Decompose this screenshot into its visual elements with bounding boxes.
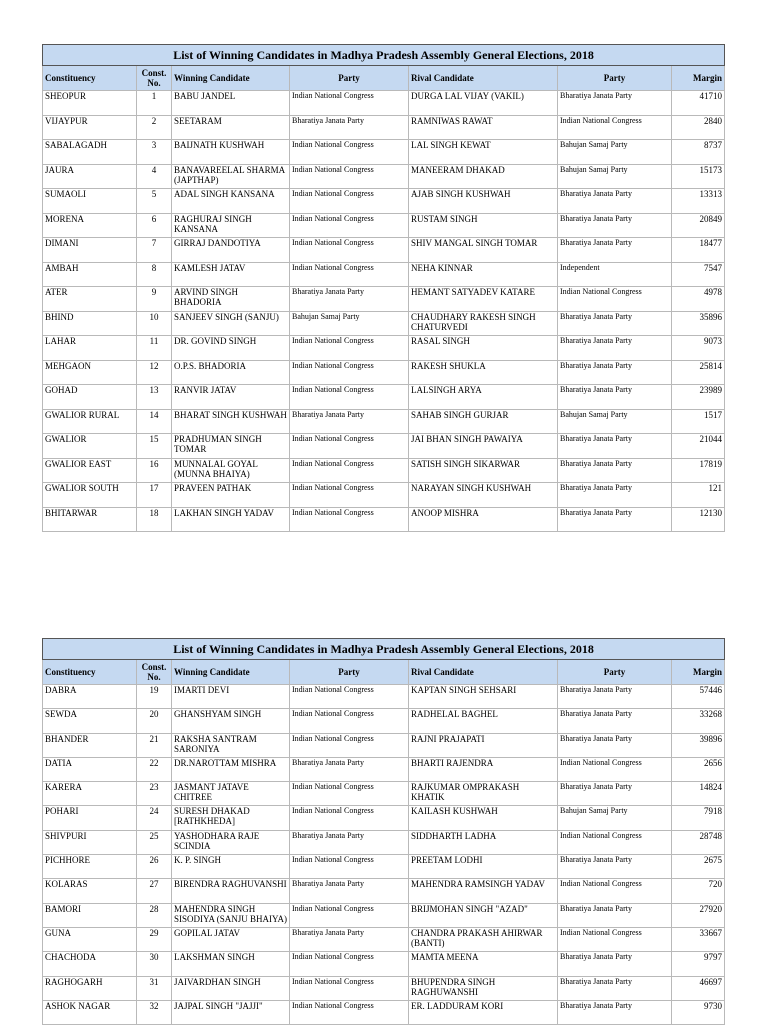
cell-const-no: 13 [137, 385, 172, 410]
cell-party: Bharatiya Janata Party [290, 287, 409, 312]
cell-margin: 9073 [672, 336, 725, 361]
cell-constituency: BAMORI [43, 903, 137, 927]
cell-party: Bharatiya Janata Party [290, 879, 409, 903]
cell-party: Indian National Congress [290, 483, 409, 508]
cell-constituency: RAGHOGARH [43, 976, 137, 1000]
cell-winning-candidate: JAIVARDHAN SINGH [172, 976, 290, 1000]
cell-constituency: BHIND [43, 311, 137, 336]
cell-constituency: MEHGAON [43, 360, 137, 385]
cell-winning-candidate: BIRENDRA RAGHUVANSHI [172, 879, 290, 903]
table-row [43, 903, 725, 927]
header-const-no: Const. No. [137, 660, 172, 685]
cell-rival-candidate: NEHA KINNAR [409, 262, 558, 287]
cell-const-no: 32 [137, 1000, 172, 1024]
cell-rival-candidate: PREETAM LODHI [409, 855, 558, 879]
cell-const-no: 26 [137, 855, 172, 879]
table-title: List of Winning Candidates in Madhya Pradesh Assembly General Elections, 2018 [43, 639, 725, 660]
cell-rival-candidate: RAJKUMAR OMPRAKASH KHATIK [409, 782, 558, 806]
cell-const-no: 25 [137, 830, 172, 854]
cell-const-no: 29 [137, 927, 172, 951]
header-constituency: Constituency [43, 660, 137, 685]
cell-const-no: 10 [137, 311, 172, 336]
cell-rival-candidate: CHANDRA PRAKASH AHIRWAR (BANTI) [409, 927, 558, 951]
cell-margin: 21044 [672, 434, 725, 459]
table-row [43, 434, 725, 459]
cell-const-no: 19 [137, 685, 172, 709]
cell-winning-candidate: SEETARAM [172, 115, 290, 140]
cell-margin: 27920 [672, 903, 725, 927]
cell-margin: 8737 [672, 140, 725, 165]
header-margin: Margin [672, 660, 725, 685]
cell-rival-candidate: CHAUDHARY RAKESH SINGH CHATURVEDI [409, 311, 558, 336]
cell-rival-candidate: RAMNIWAS RAWAT [409, 115, 558, 140]
cell-party: Bharatiya Janata Party [290, 830, 409, 854]
cell-winning-candidate: JAJPAL SINGH "JAJJI" [172, 1000, 290, 1024]
cell-constituency: GOHAD [43, 385, 137, 410]
cell-constituency: SABALAGADH [43, 140, 137, 165]
cell-rival-party: Bharatiya Janata Party [558, 336, 672, 361]
cell-winning-candidate: ARVIND SINGH BHADORIA [172, 287, 290, 312]
header-winning-candidate: Winning Candidate [172, 660, 290, 685]
cell-winning-candidate: RAGHURAJ SINGH KANSANA [172, 213, 290, 238]
cell-winning-candidate: RAKSHA SANTRAM SARONIYA [172, 733, 290, 757]
cell-margin: 9797 [672, 952, 725, 976]
cell-margin: 2840 [672, 115, 725, 140]
cell-rival-party: Bharatiya Janata Party [558, 483, 672, 508]
cell-rival-candidate: DURGA LAL VIJAY (VAKIL) [409, 91, 558, 116]
table-row [43, 830, 725, 854]
cell-rival-candidate: SATISH SINGH SIKARWAR [409, 458, 558, 483]
cell-rival-party: Bahujan Samaj Party [558, 164, 672, 189]
cell-rival-candidate: RUSTAM SINGH [409, 213, 558, 238]
cell-const-no: 12 [137, 360, 172, 385]
cell-party: Indian National Congress [290, 733, 409, 757]
cell-rival-party: Independent [558, 262, 672, 287]
table-row [43, 360, 725, 385]
cell-party: Indian National Congress [290, 507, 409, 532]
cell-margin: 46697 [672, 976, 725, 1000]
cell-constituency: MORENA [43, 213, 137, 238]
cell-const-no: 8 [137, 262, 172, 287]
cell-constituency: SUMAOLI [43, 189, 137, 214]
cell-constituency: ATER [43, 287, 137, 312]
cell-rival-candidate: HEMANT SATYADEV KATARE [409, 287, 558, 312]
table-row [43, 806, 725, 830]
cell-rival-party: Bharatiya Janata Party [558, 903, 672, 927]
cell-party: Indian National Congress [290, 952, 409, 976]
cell-rival-party: Indian National Congress [558, 927, 672, 951]
cell-rival-party: Bharatiya Janata Party [558, 709, 672, 733]
cell-winning-candidate: PRADHUMAN SINGH TOMAR [172, 434, 290, 459]
cell-rival-party: Bharatiya Janata Party [558, 311, 672, 336]
cell-const-no: 14 [137, 409, 172, 434]
cell-winning-candidate: GHANSHYAM SINGH [172, 709, 290, 733]
table-row [43, 409, 725, 434]
cell-constituency: DIMANI [43, 238, 137, 263]
cell-rival-candidate: NARAYAN SINGH KUSHWAH [409, 483, 558, 508]
cell-rival-candidate: MAHENDRA RAMSINGH YADAV [409, 879, 558, 903]
table-row [43, 927, 725, 951]
cell-rival-party: Bharatiya Janata Party [558, 189, 672, 214]
cell-rival-party: Indian National Congress [558, 757, 672, 781]
table-row [43, 164, 725, 189]
table-row [43, 685, 725, 709]
cell-party: Indian National Congress [290, 1000, 409, 1024]
cell-winning-candidate: LAKSHMAN SINGH [172, 952, 290, 976]
cell-margin: 1517 [672, 409, 725, 434]
cell-margin: 9730 [672, 1000, 725, 1024]
cell-party: Indian National Congress [290, 976, 409, 1000]
cell-party: Bharatiya Janata Party [290, 927, 409, 951]
cell-const-no: 20 [137, 709, 172, 733]
table-row [43, 311, 725, 336]
cell-const-no: 6 [137, 213, 172, 238]
table-row [43, 238, 725, 263]
header-winning-candidate: Winning Candidate [172, 66, 290, 91]
cell-constituency: GWALIOR [43, 434, 137, 459]
cell-margin: 20849 [672, 213, 725, 238]
cell-const-no: 5 [137, 189, 172, 214]
cell-constituency: JAURA [43, 164, 137, 189]
table-row [43, 757, 725, 781]
cell-const-no: 2 [137, 115, 172, 140]
cell-party: Indian National Congress [290, 903, 409, 927]
cell-rival-candidate: RADHELAL BAGHEL [409, 709, 558, 733]
cell-margin: 35896 [672, 311, 725, 336]
table-row [43, 879, 725, 903]
cell-rival-party: Bharatiya Janata Party [558, 782, 672, 806]
cell-margin: 12130 [672, 507, 725, 532]
cell-const-no: 28 [137, 903, 172, 927]
cell-party: Indian National Congress [290, 434, 409, 459]
cell-winning-candidate: DR. GOVIND SINGH [172, 336, 290, 361]
cell-rival-party: Bharatiya Janata Party [558, 458, 672, 483]
cell-const-no: 17 [137, 483, 172, 508]
cell-winning-candidate: SURESH DHAKAD [RATHKHEDA] [172, 806, 290, 830]
cell-rival-party: Indian National Congress [558, 287, 672, 312]
table-row [43, 976, 725, 1000]
cell-margin: 14824 [672, 782, 725, 806]
cell-party: Indian National Congress [290, 806, 409, 830]
cell-party: Indian National Congress [290, 458, 409, 483]
cell-margin: 13313 [672, 189, 725, 214]
table-row [43, 336, 725, 361]
table-row [43, 140, 725, 165]
cell-party: Indian National Congress [290, 164, 409, 189]
cell-party: Indian National Congress [290, 140, 409, 165]
cell-rival-party: Indian National Congress [558, 115, 672, 140]
cell-margin: 7547 [672, 262, 725, 287]
cell-constituency: ASHOK NAGAR [43, 1000, 137, 1024]
cell-party: Indian National Congress [290, 238, 409, 263]
cell-rival-party: Bharatiya Janata Party [558, 434, 672, 459]
cell-const-no: 30 [137, 952, 172, 976]
table-row [43, 483, 725, 508]
cell-rival-candidate: RAJNI PRAJAPATI [409, 733, 558, 757]
header-rival-party: Party [558, 660, 672, 685]
header-const-no: Const. No. [137, 66, 172, 91]
cell-rival-candidate: SHIV MANGAL SINGH TOMAR [409, 238, 558, 263]
cell-const-no: 15 [137, 434, 172, 459]
cell-constituency: BHANDER [43, 733, 137, 757]
cell-rival-party: Bharatiya Janata Party [558, 360, 672, 385]
table-row [43, 213, 725, 238]
cell-constituency: GWALIOR EAST [43, 458, 137, 483]
cell-const-no: 22 [137, 757, 172, 781]
cell-winning-candidate: BABU JANDEL [172, 91, 290, 116]
cell-rival-party: Bharatiya Janata Party [558, 507, 672, 532]
cell-rival-candidate: BHARTI RAJENDRA [409, 757, 558, 781]
cell-const-no: 4 [137, 164, 172, 189]
cell-rival-candidate: LAL SINGH KEWAT [409, 140, 558, 165]
cell-rival-party: Bahujan Samaj Party [558, 806, 672, 830]
cell-rival-candidate: BRIJMOHAN SINGH "AZAD" [409, 903, 558, 927]
cell-rival-party: Bharatiya Janata Party [558, 733, 672, 757]
cell-rival-party: Indian National Congress [558, 830, 672, 854]
cell-winning-candidate: ADAL SINGH KANSANA [172, 189, 290, 214]
table-row [43, 952, 725, 976]
cell-winning-candidate: BANAVAREELAL SHARMA (JAPTHAP) [172, 164, 290, 189]
table-row [43, 189, 725, 214]
cell-margin: 2675 [672, 855, 725, 879]
cell-winning-candidate: MAHENDRA SINGH SISODIYA (SANJU BHAIYA) [172, 903, 290, 927]
cell-constituency: CHACHODA [43, 952, 137, 976]
cell-const-no: 3 [137, 140, 172, 165]
cell-rival-candidate: KAPTAN SINGH SEHSARI [409, 685, 558, 709]
cell-winning-candidate: YASHODHARA RAJE SCINDIA [172, 830, 290, 854]
cell-rival-party: Bharatiya Janata Party [558, 855, 672, 879]
cell-rival-candidate: KAILASH KUSHWAH [409, 806, 558, 830]
cell-winning-candidate: BAIJNATH KUSHWAH [172, 140, 290, 165]
header-rival-candidate: Rival Candidate [409, 66, 558, 91]
cell-margin: 25814 [672, 360, 725, 385]
cell-rival-party: Bharatiya Janata Party [558, 385, 672, 410]
cell-margin: 28748 [672, 830, 725, 854]
cell-rival-candidate: RASAL SINGH [409, 336, 558, 361]
cell-party: Indian National Congress [290, 336, 409, 361]
cell-party: Indian National Congress [290, 360, 409, 385]
cell-margin: 33268 [672, 709, 725, 733]
cell-rival-candidate: MANEERAM DHAKAD [409, 164, 558, 189]
cell-margin: 23989 [672, 385, 725, 410]
cell-rival-party: Indian National Congress [558, 879, 672, 903]
cell-rival-candidate: JAI BHAN SINGH PAWAIYA [409, 434, 558, 459]
cell-winning-candidate: IMARTI DEVI [172, 685, 290, 709]
cell-rival-candidate: AJAB SINGH KUSHWAH [409, 189, 558, 214]
cell-constituency: POHARI [43, 806, 137, 830]
cell-rival-candidate: SAHAB SINGH GURJAR [409, 409, 558, 434]
header-margin: Margin [672, 66, 725, 91]
cell-winning-candidate: LAKHAN SINGH YADAV [172, 507, 290, 532]
cell-margin: 121 [672, 483, 725, 508]
cell-constituency: SHEOPUR [43, 91, 137, 116]
cell-rival-candidate: ANOOP MISHRA [409, 507, 558, 532]
cell-party: Indian National Congress [290, 709, 409, 733]
cell-party: Indian National Congress [290, 262, 409, 287]
cell-party: Bahujan Samaj Party [290, 311, 409, 336]
cell-margin: 4978 [672, 287, 725, 312]
table-row [43, 855, 725, 879]
cell-winning-candidate: DR.NAROTTAM MISHRA [172, 757, 290, 781]
cell-const-no: 11 [137, 336, 172, 361]
election-results-table [42, 44, 725, 532]
cell-rival-party: Bharatiya Janata Party [558, 213, 672, 238]
cell-constituency: SHIVPURI [43, 830, 137, 854]
cell-rival-party: Bharatiya Janata Party [558, 1000, 672, 1024]
cell-const-no: 27 [137, 879, 172, 903]
cell-rival-candidate: LALSINGH ARYA [409, 385, 558, 410]
cell-constituency: VIJAYPUR [43, 115, 137, 140]
cell-constituency: KARERA [43, 782, 137, 806]
cell-rival-party: Bharatiya Janata Party [558, 91, 672, 116]
cell-rival-party: Bahujan Samaj Party [558, 140, 672, 165]
cell-party: Indian National Congress [290, 855, 409, 879]
cell-constituency: GWALIOR RURAL [43, 409, 137, 434]
cell-const-no: 31 [137, 976, 172, 1000]
cell-margin: 41710 [672, 91, 725, 116]
cell-const-no: 7 [137, 238, 172, 263]
header-party: Party [290, 66, 409, 91]
cell-winning-candidate: K. P. SINGH [172, 855, 290, 879]
cell-rival-party: Bharatiya Janata Party [558, 238, 672, 263]
election-results-table [42, 638, 725, 1025]
table-row [43, 287, 725, 312]
cell-margin: 720 [672, 879, 725, 903]
cell-winning-candidate: MUNNALAL GOYAL (MUNNA BHAIYA) [172, 458, 290, 483]
cell-margin: 7918 [672, 806, 725, 830]
cell-margin: 17819 [672, 458, 725, 483]
table-row [43, 1000, 725, 1024]
cell-margin: 33667 [672, 927, 725, 951]
cell-constituency: PICHHORE [43, 855, 137, 879]
cell-constituency: BHITARWAR [43, 507, 137, 532]
table-row [43, 507, 725, 532]
cell-margin: 18477 [672, 238, 725, 263]
cell-party: Indian National Congress [290, 782, 409, 806]
cell-const-no: 24 [137, 806, 172, 830]
cell-party: Bharatiya Janata Party [290, 115, 409, 140]
cell-constituency: DATIA [43, 757, 137, 781]
cell-margin: 39896 [672, 733, 725, 757]
cell-winning-candidate: O.P.S. BHADORIA [172, 360, 290, 385]
cell-winning-candidate: PRAVEEN PATHAK [172, 483, 290, 508]
cell-party: Indian National Congress [290, 385, 409, 410]
table-row [43, 385, 725, 410]
cell-rival-party: Bharatiya Janata Party [558, 976, 672, 1000]
table-row [43, 262, 725, 287]
table-row [43, 709, 725, 733]
cell-party: Indian National Congress [290, 189, 409, 214]
cell-winning-candidate: GIRRAJ DANDOTIYA [172, 238, 290, 263]
cell-constituency: SEWDA [43, 709, 137, 733]
cell-winning-candidate: GOPILAL JATAV [172, 927, 290, 951]
cell-rival-party: Bahujan Samaj Party [558, 409, 672, 434]
cell-winning-candidate: SANJEEV SINGH (SANJU) [172, 311, 290, 336]
cell-margin: 57446 [672, 685, 725, 709]
table-row [43, 733, 725, 757]
cell-constituency: KOLARAS [43, 879, 137, 903]
cell-rival-candidate: ER. LADDURAM KORI [409, 1000, 558, 1024]
cell-margin: 15173 [672, 164, 725, 189]
cell-const-no: 16 [137, 458, 172, 483]
cell-constituency: DABRA [43, 685, 137, 709]
header-rival-candidate: Rival Candidate [409, 660, 558, 685]
cell-rival-party: Bharatiya Janata Party [558, 685, 672, 709]
cell-party: Indian National Congress [290, 213, 409, 238]
cell-winning-candidate: JASMANT JATAVE CHITREE [172, 782, 290, 806]
cell-const-no: 1 [137, 91, 172, 116]
cell-constituency: AMBAH [43, 262, 137, 287]
cell-rival-candidate: RAKESH SHUKLA [409, 360, 558, 385]
cell-const-no: 21 [137, 733, 172, 757]
cell-constituency: LAHAR [43, 336, 137, 361]
table-row [43, 91, 725, 116]
cell-constituency: GUNA [43, 927, 137, 951]
cell-constituency: GWALIOR SOUTH [43, 483, 137, 508]
cell-margin: 2656 [672, 757, 725, 781]
cell-winning-candidate: BHARAT SINGH KUSHWAH [172, 409, 290, 434]
cell-rival-candidate: BHUPENDRA SINGH RAGHUWANSHI [409, 976, 558, 1000]
cell-const-no: 9 [137, 287, 172, 312]
cell-const-no: 18 [137, 507, 172, 532]
table-title: List of Winning Candidates in Madhya Pradesh Assembly General Elections, 2018 [43, 45, 725, 66]
cell-party: Bharatiya Janata Party [290, 409, 409, 434]
header-party: Party [290, 660, 409, 685]
cell-winning-candidate: RANVIR JATAV [172, 385, 290, 410]
cell-rival-candidate: MAMTA MEENA [409, 952, 558, 976]
table-row [43, 458, 725, 483]
cell-party: Bharatiya Janata Party [290, 757, 409, 781]
cell-party: Indian National Congress [290, 91, 409, 116]
table-row [43, 115, 725, 140]
cell-const-no: 23 [137, 782, 172, 806]
table-row [43, 782, 725, 806]
cell-party: Indian National Congress [290, 685, 409, 709]
cell-rival-party: Bharatiya Janata Party [558, 952, 672, 976]
header-constituency: Constituency [43, 66, 137, 91]
header-rival-party: Party [558, 66, 672, 91]
cell-winning-candidate: KAMLESH JATAV [172, 262, 290, 287]
cell-rival-candidate: SIDDHARTH LADHA [409, 830, 558, 854]
